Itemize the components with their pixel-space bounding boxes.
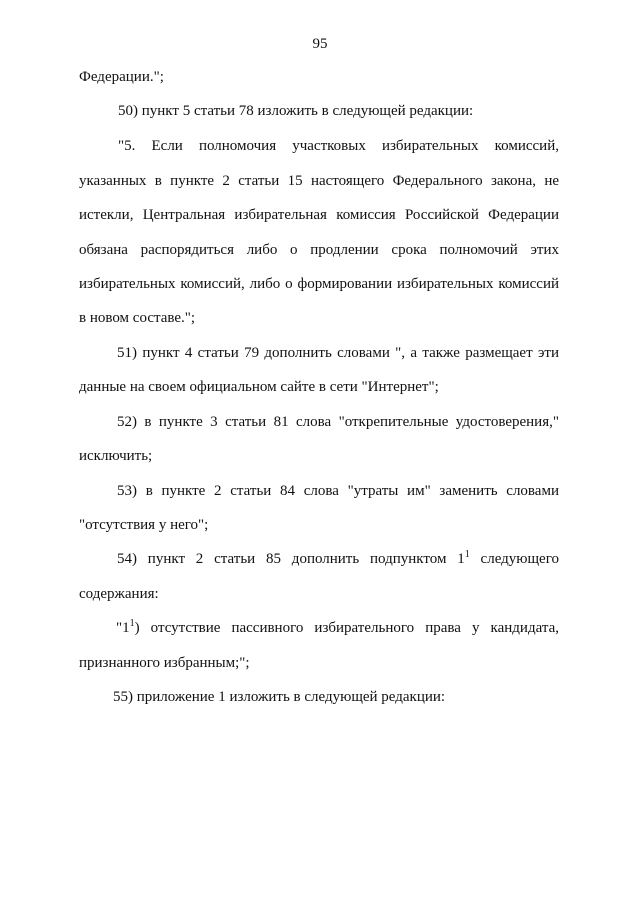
paragraph-50: 50) пункт 5 статьи 78 изложить в следующей редакции: bbox=[118, 103, 474, 119]
text-line: "отсутствия у него"; bbox=[79, 517, 209, 533]
paragraph-52: 52) в пункте 3 статьи 81 слова "открепительные удостоверения," bbox=[117, 414, 559, 430]
text-span: следующего bbox=[469, 551, 559, 567]
text-line: Федерации."; bbox=[79, 69, 164, 85]
paragraph-53: 53) в пункте 2 статьи 84 слова "утраты им" заменить словами bbox=[117, 483, 559, 499]
text-line: исключить; bbox=[79, 448, 153, 464]
text-line: обязана распорядиться либо о продлении срока полномочий этих bbox=[79, 242, 559, 258]
paragraph-55: 55) приложение 1 изложить в следующей редакции: bbox=[113, 689, 446, 705]
text-line: истекли, Центральная избирательная комиссия Российской Федерации bbox=[79, 207, 559, 223]
text-line: содержания: bbox=[79, 586, 159, 602]
text-span: "1 bbox=[116, 620, 130, 636]
text-line: указанных в пункте 2 статьи 15 настоящего Федерального закона, не bbox=[79, 173, 559, 189]
text-line: в новом составе."; bbox=[79, 310, 196, 326]
text-span: ) отсутствие пассивного избирательного права у кандидата, bbox=[134, 620, 559, 636]
text-line: данные на своем официальном сайте в сети "Интернет"; bbox=[79, 379, 439, 395]
text-line: признанного избранным;"; bbox=[79, 655, 250, 671]
superscript: 1 bbox=[464, 549, 470, 560]
text-span: 54) пункт 2 статьи 85 дополнить подпунктом 1 bbox=[117, 551, 465, 567]
superscript: 1 bbox=[129, 618, 135, 629]
text-line: избирательных комиссий, либо о формировании избирательных комиссий bbox=[79, 276, 559, 292]
paragraph-quote-1-1 bbox=[116, 618, 559, 638]
paragraph-quote-5-line: "5. Если полномочия участковых избирательных комиссий, bbox=[118, 138, 559, 154]
paragraph-54 bbox=[117, 549, 559, 569]
page-number: 95 bbox=[312, 36, 328, 52]
paragraph-51: 51) пункт 4 статьи 79 дополнить словами ", а также размещает эти bbox=[117, 345, 559, 361]
